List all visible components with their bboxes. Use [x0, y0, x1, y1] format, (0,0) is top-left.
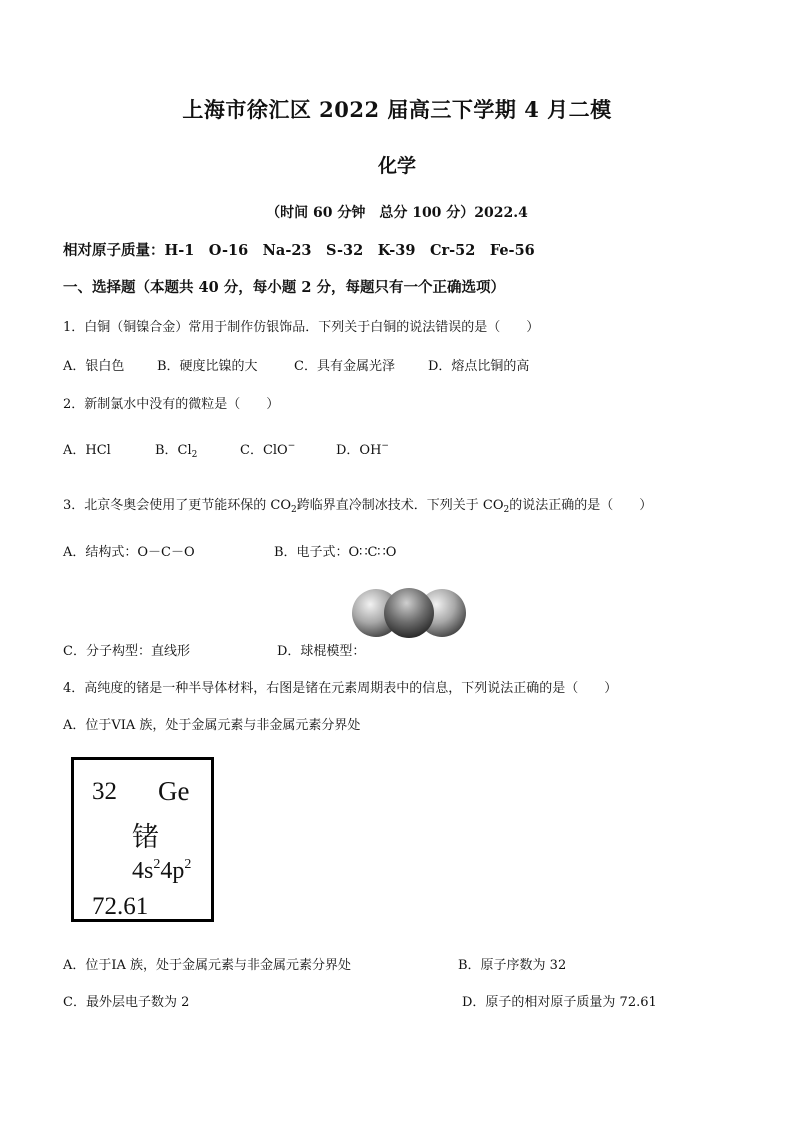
- carbon-atom: [384, 588, 434, 638]
- question-4-option-b: B．原子序数为 32: [458, 958, 567, 973]
- page-title: 上海市徐汇区 2022 届高三下学期 4 月二模: [182, 97, 612, 122]
- subject-title: 化学: [377, 155, 416, 177]
- question-1-stem: 1．白铜（铜镍合金）常用于制作仿银饰品．下列关于白铜的说法错误的是（ ）: [63, 320, 540, 335]
- question-1-option-c: C．具有金属光泽: [294, 359, 395, 374]
- question-2-option-c: C．ClO−: [240, 441, 296, 458]
- question-1-option-b: B．硬度比镍的大: [157, 359, 258, 374]
- question-4-extra-option: A．位于VIA 族，处于金属元素与非金属元素分界处: [63, 718, 361, 733]
- question-2-stem: 2．新制氯水中没有的微粒是（ ）: [63, 397, 280, 412]
- question-4-option-c: C．最外层电子数为 2: [63, 995, 190, 1010]
- time-info: （时间 60 分钟 总分 100 分）2022.4: [266, 205, 528, 221]
- question-2-option-a: A．HCl: [63, 443, 111, 458]
- question-1-option-a: A．银白色: [63, 359, 125, 374]
- question-1-option-d: D．熔点比铜的高: [428, 359, 530, 374]
- electron-configuration: $4s^24p^2$: [132, 857, 192, 884]
- co2-space-filling-model: [349, 585, 469, 641]
- element-symbol: Ge: [158, 776, 190, 806]
- question-4-stem: 4．高纯度的锗是一种半导体材料，右图是锗在元素周期表中的信息，下列说法正确的是（ ）: [63, 681, 618, 696]
- atomic-number: 32: [92, 778, 117, 805]
- question-2-option-d: D．OH−: [336, 441, 389, 458]
- question-4-option-a: A．位于ⅠA 族，处于金属元素与非金属元素分界处: [63, 958, 352, 973]
- element-name: 锗: [132, 822, 159, 853]
- atomic-masses: 相对原子质量：H-1 O-16 Na-23 S-32 K-39 Cr-52 Fe-56: [63, 242, 535, 259]
- question-2-option-b: B．$Cl_2$: [155, 443, 198, 460]
- germanium-element-card: [71, 757, 214, 922]
- question-3-option-a: A．结构式：O－C－O: [63, 545, 195, 560]
- atomic-mass: 72.61: [92, 893, 149, 920]
- question-4-option-d: D．原子的相对原子质量为 72.61: [462, 995, 657, 1010]
- question-3-option-d: D．球棍模型：: [277, 644, 366, 659]
- question-3-option-c: C．分子构型：直线形: [63, 644, 190, 659]
- question-3-option-b: B．电子式：O∷C∷O: [274, 545, 397, 560]
- question-3-stem: 3．北京冬奥会使用了更节能环保的 $CO_2$跨临界直冷制冰技术．下列关于 $CO_2$的说法正确的是（ ）: [63, 498, 653, 515]
- section-heading: 一、选择题（本题共 40 分，每小题 2 分，每题只有一个正确选项）: [63, 279, 505, 296]
